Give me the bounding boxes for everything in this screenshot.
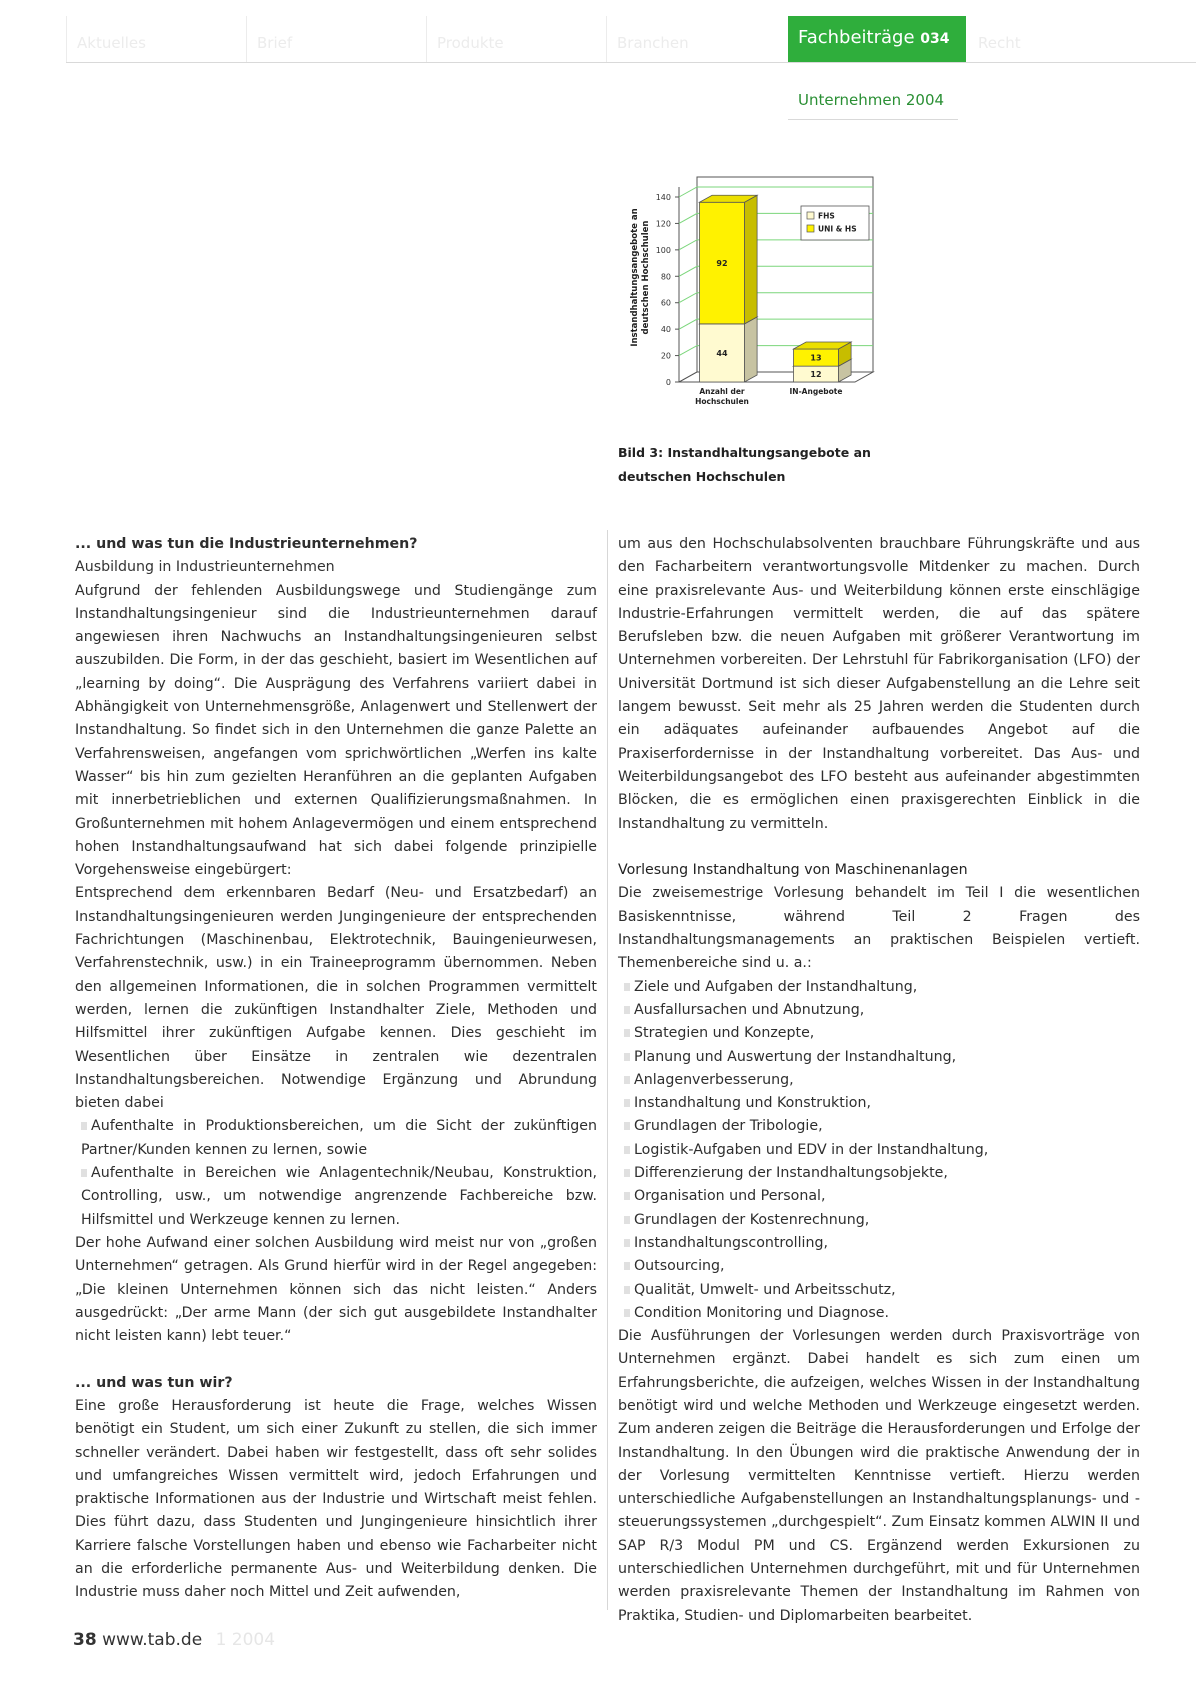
bar-value-label: 92 <box>716 259 728 269</box>
y-axis-label: Instandhaltungsangebote andeutschen Hochschulen <box>630 208 651 347</box>
left-paragraph-1: Aufgrund der fehlenden Ausbildungswege und Studiengänge zum Instandhaltungsingenieur sind die Industrieunternehmen darauf angewiesen ihren Nachwuchs an Instandhaltungsingenieuren selbst auszubilden. Die Form, in der das geschieht, basiert im Wesentlichen auf „learning by doing“. Die Ausprägung des Verfahrens variiert dabei in Abhängigkeit von Unternehmensgröße, Anlagenwert und Stellenwert der Instandhaltung. So findet sich in den Unternehmen die ganze Palette an Verfahrensweisen, angefangen vom sprichwörtlichen „Werfen ins kalte Wasser“ bis hin zum gezielten Heranführen an die geplanten Aufgaben mit innerbetrieblichen und externen Qualifizierungsmaßnahmen. In Großunternehmen mit hohem Anlagevermögen und einem entsprechend hohen Instandhaltungsaufwand hat sich dabei folgende prinzipielle Vorgehensweise eingebürgert: <box>75 582 597 879</box>
nav-tab-6[interactable]: Recht <box>978 34 1021 52</box>
right-heading: Vorlesung Instandhaltung von Maschinenanlagen <box>618 862 968 879</box>
topic-list-item <box>618 1185 1140 1208</box>
legend-swatch <box>807 225 814 232</box>
legend-label: UNI & HS <box>818 224 857 234</box>
topic-list-item <box>618 1255 1140 1278</box>
site-url[interactable]: www.tab.de <box>102 1630 203 1650</box>
topic-list-item-text: Planung und Auswertung der Instandhaltung, <box>634 1048 957 1065</box>
x-tick-label: IN-Angebote <box>789 387 843 396</box>
left-paragraph-4: Eine große Herausforderung ist heute die Frage, welches Wissen benötigt ein Student, um sich einer Zukunft zu stellen, die sich immer schneller verändert. Dabei haben wir festgestellt, dass oft sehr solides und umfangreiches Wissen vermittelt wird, jedoch Erfahrungen und praktische Informationen aus der Industrie und Wirtschaft meist fehlen. Dies führt dazu, dass Studenten und Jungingenieure hinsichtlich ihrer Karriere falsche Vorstellungen haben und ebenso wie Facharbeiter nicht an die erforderliche permanente Aus- und Weiterbildung denken. Die Industrie muss daher noch Mittel und Zeit aufwenden, <box>75 1397 597 1601</box>
bullet-square <box>624 1076 630 1084</box>
left-bullet-1 <box>75 1115 597 1162</box>
bar-value-label: 44 <box>716 348 728 358</box>
x-tick-label: Anzahl der Hochschulen <box>695 387 749 406</box>
topic-list-item-text: Ausfallursachen und Abnutzung, <box>634 1001 865 1018</box>
bar-0-1-side <box>745 195 758 324</box>
topic-list-item <box>618 1162 1140 1185</box>
figure-caption <box>618 441 918 489</box>
legend-swatch <box>807 212 814 219</box>
nav-tab-2[interactable]: Brief <box>246 16 424 62</box>
caption-line-1: Bild 3: Instandhaltungsangebote an <box>618 445 871 460</box>
bullet-square <box>624 1192 630 1200</box>
topic-list-item <box>618 1302 1140 1325</box>
right-paragraph-1: um aus den Hochschulabsolventen brauchbare Führungskräfte und aus den Facharbeitern verantwortungsvolle Mitdenker zu machen. Durch eine praxisrelevante Aus- und Weiterbildung können erste einschlägige Industrie-Erfahrungen vermittelt werden, die auf das spätere Berufsleben bzw. die neuen Aufgaben mit größerer Verantwortung im Unternehmen vorbereiten. Der Lehrstuhl für Fabrikorganisation (LFO) der Universität Dortmund ist sich dieser Aufgabenstellung an die Lehre seit langem bewusst. Seit mehr als 25 Jahren werden die Studenten durch ein adäquates aufeinander aufbauendes Angebot auf die Praxiserfordernisse in der Instandhaltung vorbereitet. Das Aus- und Weiterbildungsangebot des LFO besteht aus aufeinander abgestimmten Blöcken, die es ermöglichen einen praxisgerechten Einblick in die Instandhaltung zu vermitteln. <box>618 536 1140 832</box>
y-tick-label: 100 <box>655 245 671 255</box>
topic-list-item <box>618 1092 1140 1115</box>
topic-list-item <box>618 976 1140 999</box>
chart-legend-box <box>801 206 869 240</box>
bullet-square <box>624 1006 630 1014</box>
nav-tab-3[interactable]: Produkte <box>426 16 604 62</box>
topic-list-item-text: Anlagenverbesserung, <box>634 1071 794 1088</box>
left-bullet-1-text: Aufenthalte in Produktionsbereichen, um die Sicht der zukünftigen Partner/Kunden kennen zu lernen, sowie <box>81 1118 597 1158</box>
bar-value-label: 13 <box>810 353 822 363</box>
topic-list-item-text: Grundlagen der Kostenrechnung, <box>634 1211 870 1228</box>
bullet-square <box>624 1262 630 1270</box>
right-paragraph-3: Die Ausführungen der Vorlesungen werden durch Praxisvorträge von Unternehmen ergänzt. Dabei handelt es sich zum einen um Erfahrungsberichte, die aufzeigen, welches Wissen in der Instandhaltung benötigt wird und welche Methoden und Werkzeuge eingesetzt werden. Zum anderen zeigen die Beiträge die Herausforderungen und Erfolge der Instandhaltung. In den Übungen wird die praktische Anwendung der in der Vorlesung vermittelten Kenntnisse vertieft. Hierzu werden unterschiedliche Aufgabenstellungen an Instandhaltungsplanungs- und -steuerungssystemen „durchgespielt“. Zum Einsatz kommen ALWIN II und SAP R/3 Modul PM und CS. Ergänzend werden Exkursionen zu unterschiedlichen Unternehmen durchgeführt, mit und für Unternehmen werden praxisrelevante Themen der Instandhaltung im Rahmen von Praktika, Studien- und Diplomarbeiten bearbeitet. <box>618 1328 1140 1624</box>
left-paragraph-2: Entsprechend dem erkennbaren Bedarf (Neu- und Ersatzbedarf) an Instandhaltungsingenieuren werden Jungingenieure der entsprechenden Fachrichtungen (Maschinenbau, Elektrotechnik, Bauingenieurwesen, Verfahrenstechnik, usw.) in ein Traineeprogramm übernommen. Neben den allgemeinen Informationen, die in solchen Programmen vermittelt werden, lernen die zukünftigen Instandhalter Ziele, Methoden und Hilfsmittel ihrer zukünftigen Aufgabe kennen. Dies geschieht im Wesentlichen über Einsätze in zentralen wie dezentralen Instandhaltungsbereichen. Notwendige Ergänzung und Abrundung bieten dabei <box>75 885 597 1112</box>
topic-list-item <box>618 1209 1140 1232</box>
bar-value-label: 12 <box>810 370 822 380</box>
right-paragraph-2: Die zweisemestrige Vorlesung behandelt im Teil I die wesentlichen Basiskenntnisse, während Teil 2 Fragen des Instandhaltungsmanagements an praktischen Beispielen vertieft. Themenbereiche sind u. a.: <box>618 885 1140 972</box>
page-number: 38 <box>73 1630 97 1650</box>
bullet-square <box>624 1029 630 1037</box>
bullet-square <box>624 1239 630 1247</box>
left-paragraph-3: Der hohe Aufwand einer solchen Ausbildung wird meist nur von „großen Unternehmen“ getragen. Als Grund hierfür wird in der Regel angegeben: „Die kleinen Unternehmen können sich das nicht leisten.“ Anders ausgedrückt: „Der arme Mann (der sich gut ausgebildete Instandhalter nicht leisten kann) lebt teuer.“ <box>75 1234 597 1345</box>
topic-list-item-text: Logistik-Aufgaben und EDV in der Instandhaltung, <box>634 1141 989 1158</box>
nav-active-label: Fachbeiträge <box>798 27 915 48</box>
column-divider <box>607 530 608 1610</box>
bullet-square <box>624 1053 630 1061</box>
topic-list-item-text: Instandhaltungscontrolling, <box>634 1234 828 1251</box>
bullet-square <box>624 1309 630 1317</box>
nav-tab-4[interactable]: Branchen <box>606 16 784 62</box>
topic-list-item <box>618 1232 1140 1255</box>
topic-list-item-text: Ziele und Aufgaben der Instandhaltung, <box>634 978 918 995</box>
y-tick-label: 140 <box>655 193 671 202</box>
y-tick-label: 60 <box>660 298 671 308</box>
y-tick-label: 40 <box>660 325 671 335</box>
left-bullet-2-text: Aufenthalte in Bereichen wie Anlagentechnik/Neubau, Konstruktion, Controlling, usw., um notwendige angrenzende Fachbereiche bzw. Hilfsmittel und Werkzeuge kennen zu lernen. <box>81 1165 597 1228</box>
topic-list-item <box>618 1115 1140 1138</box>
issue-label: 1 2004 <box>215 1630 276 1650</box>
topic-list-item <box>618 1046 1140 1069</box>
bullet-square <box>624 1286 630 1294</box>
chart-svg <box>607 150 907 420</box>
bullet-square <box>624 1216 630 1224</box>
left-subheading: Ausbildung in Industrieunternehmen <box>75 559 335 576</box>
topic-list-item <box>618 999 1140 1022</box>
topic-list-item-text: Organisation und Personal, <box>634 1188 826 1205</box>
topic-list-item-text: Strategien und Konzepte, <box>634 1025 815 1042</box>
bullet-square <box>81 1122 87 1130</box>
topic-list-item <box>618 1069 1140 1092</box>
topic-list-item-text: Qualität, Umwelt- und Arbeitsschutz, <box>634 1281 896 1298</box>
bullet-square <box>624 1146 630 1154</box>
topic-list-item <box>618 1139 1140 1162</box>
left-column <box>75 533 597 1605</box>
bullet-square <box>624 1099 630 1107</box>
left-bullet-2 <box>75 1162 597 1232</box>
bullet-square <box>624 983 630 991</box>
chart <box>607 150 907 420</box>
topic-list-item <box>618 1022 1140 1045</box>
topic-list-item-text: Differenzierung der Instandhaltungsobjekte, <box>634 1165 948 1182</box>
topic-list-item-text: Grundlagen der Tribologie, <box>634 1118 823 1135</box>
bullet-square <box>624 1169 630 1177</box>
topic-list-item-text: Instandhaltung und Konstruktion, <box>634 1095 871 1112</box>
topic-list-item-text: Outsourcing, <box>634 1258 725 1275</box>
y-tick-label: 120 <box>655 219 671 229</box>
section-subhead: Unternehmen 2004 <box>788 80 958 120</box>
legend-label: FHS <box>818 211 835 221</box>
topic-list <box>618 976 1140 1325</box>
page-footer <box>73 1630 275 1650</box>
y-tick-label: 0 <box>665 378 671 387</box>
nav-tab-active[interactable] <box>788 16 966 62</box>
topic-list-item-text: Condition Monitoring und Diagnose. <box>634 1304 889 1321</box>
bullet-square <box>81 1169 87 1177</box>
nav-tab-1[interactable]: Aktuelles <box>66 16 244 62</box>
nav-active-number: 034 <box>920 31 950 47</box>
caption-line-2: deutschen Hochschulen <box>618 469 786 484</box>
top-nav <box>66 16 1196 63</box>
bullet-square <box>624 1122 630 1130</box>
y-tick-label: 20 <box>660 351 671 361</box>
right-column <box>618 533 1140 1628</box>
y-tick-label: 80 <box>660 272 671 282</box>
left-heading-2: ... und was tun wir? <box>75 1374 233 1391</box>
topic-list-item <box>618 1279 1140 1302</box>
bar-0-0-side <box>745 317 758 382</box>
left-heading: ... und was tun die Industrieunternehmen? <box>75 536 418 552</box>
